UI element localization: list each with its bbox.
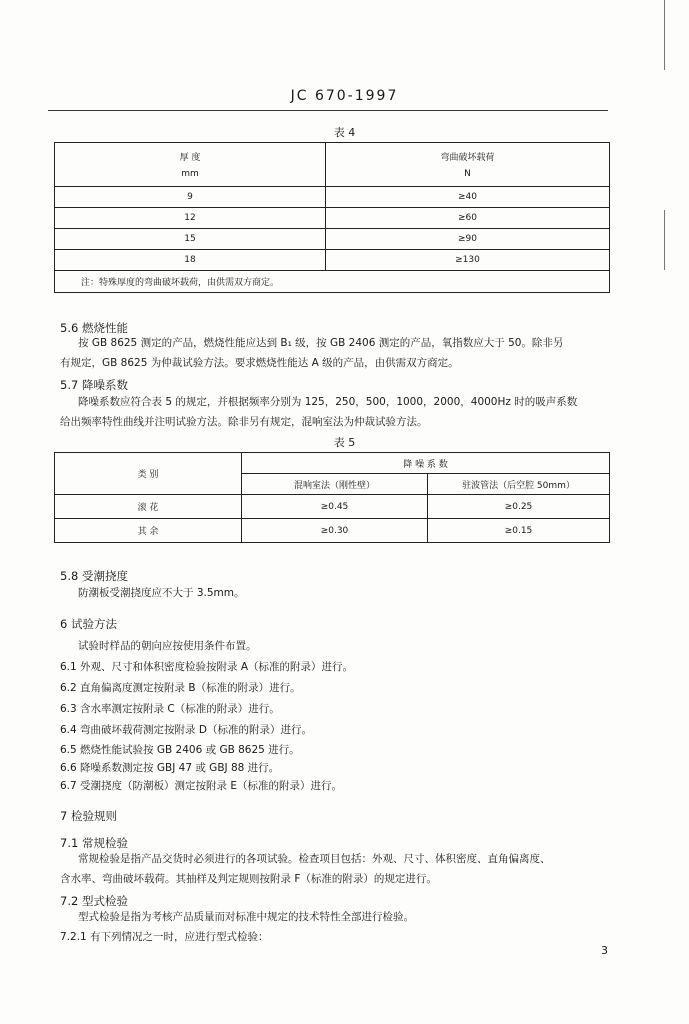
section-5-8-text: 防潮板受潮挠度应不大于 3.5mm。 [78, 587, 245, 599]
section-6-title: 6 试验方法 [60, 617, 117, 631]
table4-cell: ≥130 [326, 250, 610, 271]
table5-subheader-reverb: 混响室法（刚性壁） [242, 474, 428, 495]
section-5-7-text: 给出频率特性曲线并注明试验方法。除非另有规定，混响室法为仲裁试验方法。 [60, 416, 428, 428]
section-7-2-text: 型式检验是指为考核产品质量而对标准中规定的技术特性全部进行检验。 [78, 911, 414, 923]
section-6-intro: 试验时样品的朝向应按使用条件布置。 [78, 640, 257, 652]
page-number: 3 [601, 944, 608, 957]
table-row [55, 208, 610, 229]
section-5-7-title: 5.7 降噪系数 [60, 378, 128, 392]
table4-cell: 15 [55, 229, 326, 250]
table-row [55, 250, 610, 271]
table5-cell: ≥0.25 [428, 495, 610, 519]
table-row [55, 495, 610, 519]
table4-cell: ≥60 [326, 208, 610, 229]
section-7-2-1: 7.2.1 有下列情况之一时，应进行型式检验： [60, 931, 269, 943]
list-item: 6.1 外观、尺寸和体积密度检验按附录 A（标准的附录）进行。 [60, 661, 354, 673]
table4-cell: 9 [55, 187, 326, 208]
scan-edge-mark [664, 0, 665, 70]
table4-cell: ≥90 [326, 229, 610, 250]
list-item: 6.7 受潮挠度（防潮板）测定按附录 E（标准的附录）进行。 [60, 780, 343, 792]
table4-header-thickness: 厚 度 mm [55, 143, 326, 187]
table4-cell: ≥40 [326, 187, 610, 208]
list-item: 6.2 直角偏离度测定按附录 B（标准的附录）进行。 [60, 682, 301, 694]
section-7-1-title: 7.1 常规检验 [60, 836, 128, 850]
table4-header-load: 弯曲破坏载荷 N [326, 143, 610, 187]
table4-caption: 表 4 [333, 126, 356, 139]
header-rule [48, 110, 608, 111]
table5-cell: ≥0.45 [242, 495, 428, 519]
section-5-8-title: 5.8 受潮挠度 [60, 569, 128, 583]
list-item: 6.3 含水率测定按附录 C（标准的附录）进行。 [60, 703, 280, 715]
section-5-6-text: 按 GB 8625 测定的产品，燃烧性能应达到 B₁ 级，按 GB 2406 测定的产品，氧指数应大于 50。除非另 [78, 337, 564, 349]
table4-cell: 12 [55, 208, 326, 229]
table-row [55, 519, 610, 543]
section-5-6-text: 有规定，GB 8625 为仲裁试验方法。要求燃烧性能达 A 级的产品，由供需双方商定。 [60, 357, 459, 369]
table5-cell: 其 余 [55, 519, 242, 543]
section-5-7-text: 降噪系数应符合表 5 的规定，并根据频率分别为 125，250，500，1000，2000，4000Hz 时的吸声系数 [78, 396, 578, 408]
scan-edge-mark [664, 210, 665, 270]
table5-subheader-tube: 驻波管法（后空腔 50mm） [428, 474, 610, 495]
table4-cell: 18 [55, 250, 326, 271]
table5 [54, 452, 610, 543]
section-5-6-title: 5.6 燃烧性能 [60, 321, 128, 335]
section-7-2-title: 7.2 型式检验 [60, 894, 128, 908]
list-item: 6.5 燃烧性能试验按 GB 2406 或 GB 8625 进行。 [60, 744, 300, 756]
list-item: 6.6 降噪系数测定按 GBJ 47 或 GBJ 88 进行。 [60, 762, 280, 774]
table4 [54, 142, 610, 293]
table5-header-category: 类 别 [55, 453, 242, 495]
section-7-1-text: 含水率、弯曲破坏载荷。其抽样及判定规则按附录 F（标准的附录）的规定进行。 [60, 873, 437, 885]
table-row [55, 229, 610, 250]
table5-caption: 表 5 [333, 436, 356, 449]
table5-cell: 滚 花 [55, 495, 242, 519]
table-row [55, 187, 610, 208]
section-7-1-text: 常规检验是指产品交货时必须进行的各项试验。检查项目包括：外观、尺寸、体积密度、直角偏离度、 [78, 853, 551, 865]
table5-cell: ≥0.15 [428, 519, 610, 543]
list-item: 6.4 弯曲破坏载荷测定按附录 D（标准的附录）进行。 [60, 724, 312, 736]
table5-header-nrc: 降 噪 系 数 [242, 453, 610, 474]
table5-cell: ≥0.30 [242, 519, 428, 543]
section-7-title: 7 检验规则 [60, 809, 117, 823]
document-header: JC 670-1997 [290, 88, 399, 104]
table4-note: 注：特殊厚度的弯曲破坏载荷，由供需双方商定。 [55, 271, 610, 293]
